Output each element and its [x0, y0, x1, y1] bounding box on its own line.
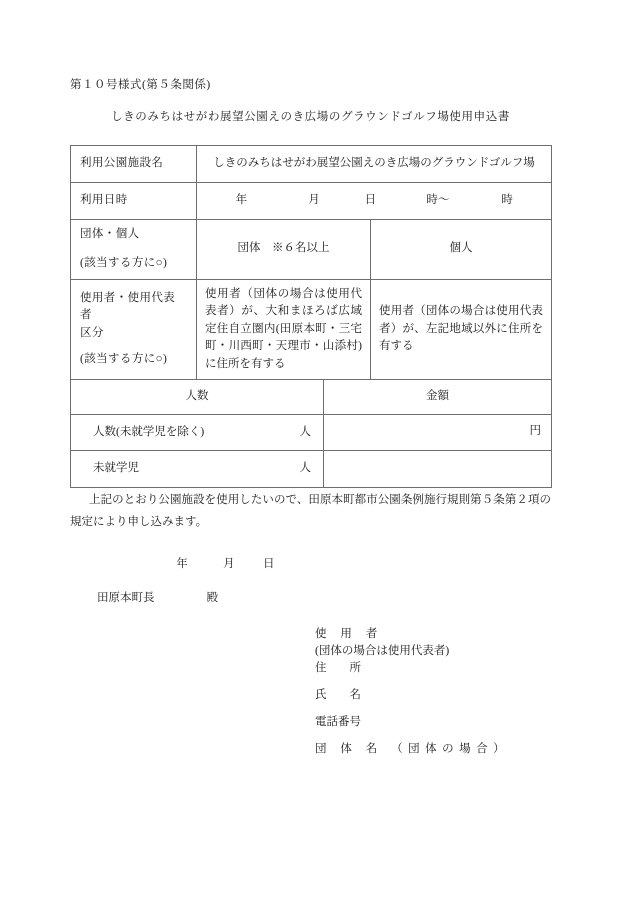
count-school-age-label: 人数(未就学児を除く) [93, 425, 205, 438]
option-group-cell[interactable] [197, 220, 371, 280]
facility-value-cell [197, 146, 552, 183]
facility-value: しきのみちはせがわ展望公園えのき広場のグラウンドゴルフ場 [213, 157, 535, 170]
datetime-month-unit: 月 [308, 194, 320, 207]
signature-representative-note: (団体の場合は使用代表者) [315, 645, 450, 657]
filing-date-line[interactable] [160, 555, 284, 571]
table-row-count-preschool [71, 450, 552, 487]
document-title: しきのみちはせがわ展望公園えのき広場のグラウンドゴルフ場使用申込書 [111, 111, 510, 123]
user-category-outside-cell[interactable] [371, 279, 552, 379]
body-paragraph [70, 489, 551, 534]
user-category-inside-cell[interactable] [197, 279, 371, 379]
counts-header-amount: 金額 [426, 390, 449, 403]
signature-address-label[interactable]: 住 所 [315, 662, 361, 674]
form-number: 第１０号様式(第５条関係) [70, 79, 211, 91]
facility-label-cell [71, 146, 197, 183]
amount-preschool-struck-cell [324, 450, 552, 487]
application-form-table [70, 145, 552, 488]
signature-name-label[interactable]: 氏 名 [315, 689, 361, 701]
facility-label: 利用公園施設名 [80, 157, 164, 170]
filing-date-day: 日 [263, 558, 275, 570]
counts-header-amount-cell [324, 379, 552, 414]
addressee-line [97, 589, 218, 605]
addressee-name: 田原本町長 [97, 592, 155, 604]
user-category-label-part [80, 290, 187, 342]
count-school-age-cell[interactable] [71, 414, 324, 450]
user-category-inside-text: 使用者（団体の場合は使用代表者）が、大和まほろば広域定住自立圏内(田原本町・三宅町・川西町・天理市・山添村)に住所を有する [205, 287, 362, 370]
datetime-to-unit: 時 [501, 194, 513, 207]
counts-header-people-cell [71, 379, 324, 414]
user-category-label-line1: 使用者・使用代表者 [80, 292, 176, 322]
group-individual-label: 団体・個人 [80, 228, 140, 240]
user-category-label-line2: 区分 [80, 326, 104, 339]
amount-currency-unit: 円 [529, 425, 541, 438]
count-preschool-unit: 人 [299, 462, 311, 475]
amount-school-age-cell[interactable] [324, 414, 552, 450]
table-row-count-school-age [71, 414, 552, 450]
count-preschool-label: 未就学児 [93, 462, 139, 475]
count-preschool-cell[interactable] [71, 450, 324, 487]
table-row-facility [71, 146, 552, 183]
user-category-label-stack [71, 283, 196, 376]
user-category-note: (該当する方に○) [80, 352, 168, 365]
counts-header-people: 人数 [185, 390, 209, 403]
table-row-group-individual [71, 220, 552, 280]
signature-group-name-label[interactable]: 団 体 名 （団体の場合） [315, 743, 511, 755]
datetime-label: 利用日時 [80, 194, 128, 207]
option-individual-cell[interactable] [371, 220, 552, 280]
datetime-year-unit: 年 [235, 194, 248, 207]
count-preschool-row [71, 460, 323, 478]
table-row-counts-header [71, 379, 552, 414]
count-school-age-row [71, 424, 323, 442]
datetime-field-run [197, 192, 551, 210]
signature-user-label: 使 用 者 [315, 628, 383, 640]
signature-phone-label[interactable]: 電話番号 [315, 716, 361, 728]
datetime-day-unit: 日 [364, 194, 377, 207]
body-paragraph-text: 上記のとおり公園施設を使用したいので、田原本町都市公園条例施行規則第５条第２項の規定により申し込みます。 [70, 494, 551, 529]
table-row-datetime [71, 183, 552, 220]
group-individual-note: (該当する方に○) [80, 256, 168, 269]
count-school-age-unit: 人 [299, 425, 311, 438]
option-group-label: 団体 ※６名以上 [237, 242, 330, 255]
signature-block [315, 625, 510, 759]
user-category-label-cell [71, 279, 197, 379]
addressee-honorific: 殿 [206, 592, 218, 604]
datetime-value-cell[interactable] [197, 183, 552, 220]
filing-date-month: 月 [223, 558, 235, 570]
datetime-label-cell [71, 183, 197, 220]
option-individual-label: 個人 [449, 242, 473, 255]
group-individual-label-cell [71, 220, 197, 280]
user-category-outside-text: 使用者（団体の場合は使用代表者）が、左記地域以外に住所を有する [379, 305, 543, 353]
filing-date-year: 年 [176, 558, 188, 570]
datetime-from-unit: 時～ [426, 194, 450, 207]
group-individual-label-stack [71, 220, 196, 279]
table-row-user-category [71, 279, 552, 379]
